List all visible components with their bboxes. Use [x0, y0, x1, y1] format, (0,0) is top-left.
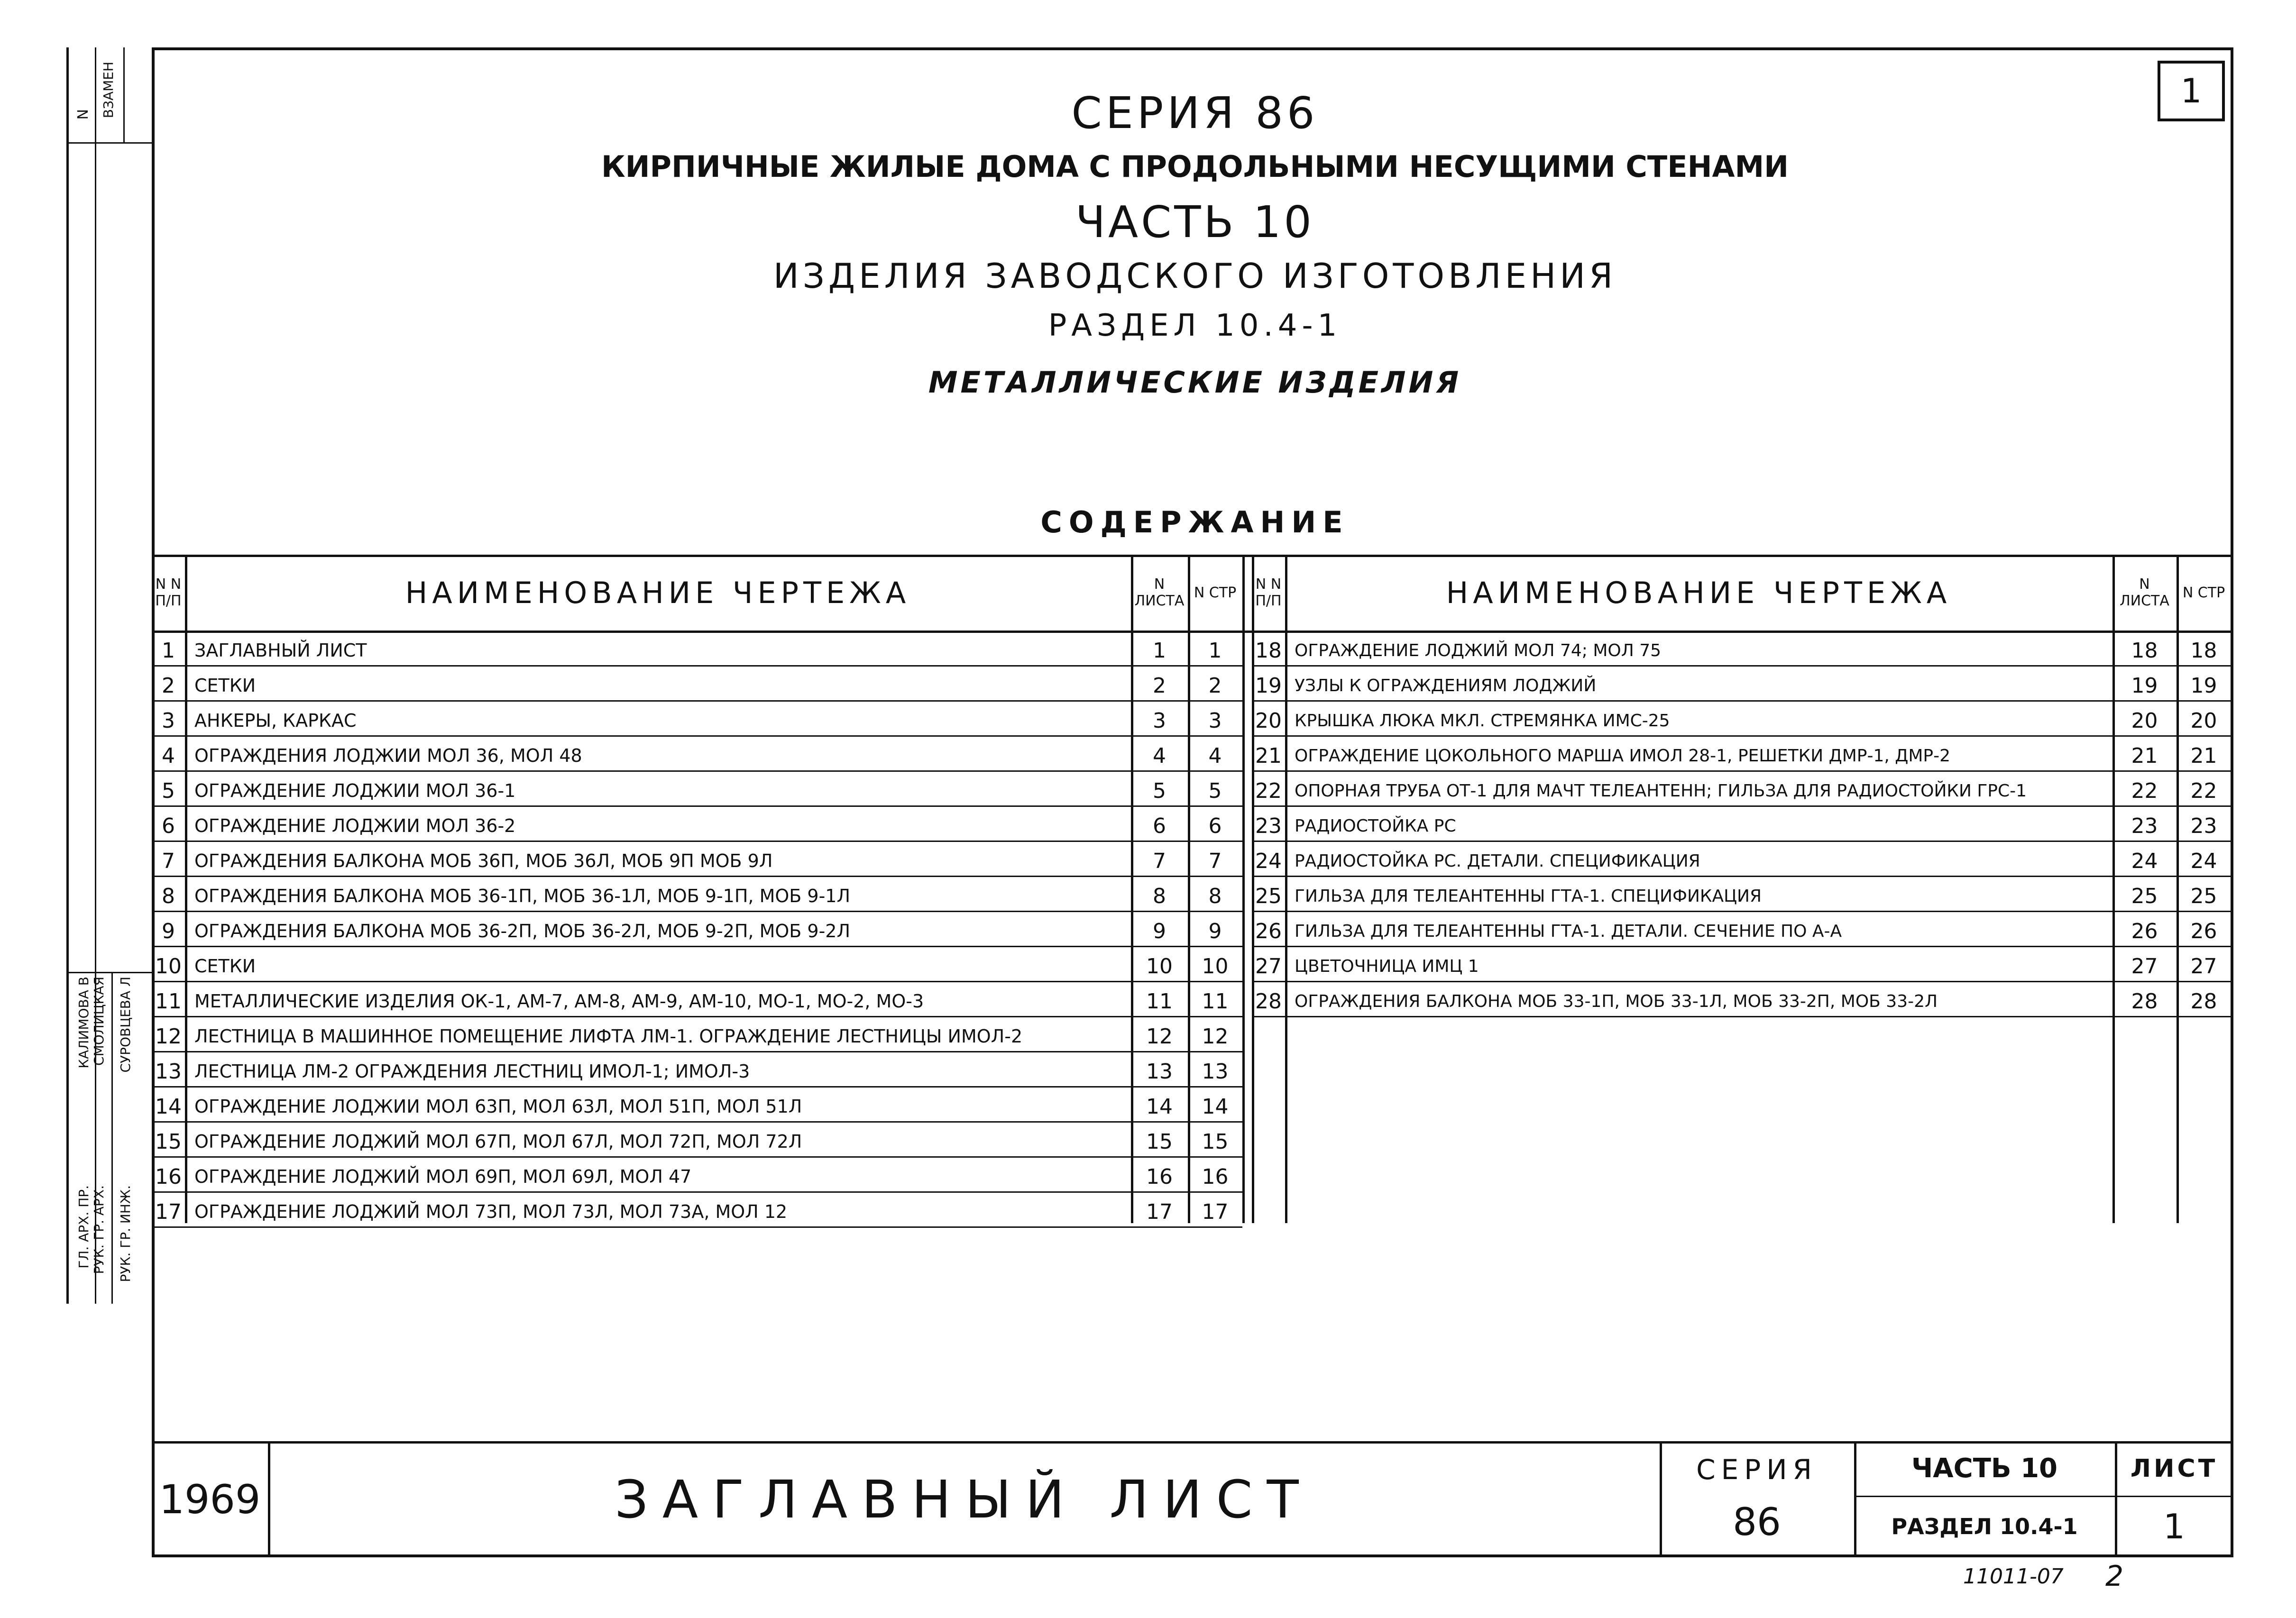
row-name: ОГРАЖДЕНИЕ ЛОДЖИИ МОЛ 63П, МОЛ 63Л, МОЛ 51П, МОЛ 51Л — [194, 1096, 802, 1117]
right-col-sheet-header: N ЛИСТА — [2120, 576, 2169, 609]
series-value: 86 — [1733, 1499, 1781, 1544]
row-page: 5 — [1208, 778, 1222, 803]
row-page: 9 — [1208, 919, 1222, 943]
drawing-title: ЗАГЛАВНЫЙ ЛИСТ — [615, 1469, 1313, 1530]
row-name: ГИЛЬЗА ДЛЯ ТЕЛЕАНТЕННЫ ГТА-1. СПЕЦИФИКАЦИЯ — [1295, 886, 1762, 906]
page-mark: 2 — [2105, 1560, 2124, 1593]
row-name: СЕТКИ — [194, 675, 256, 696]
right-col-name-header: НАИМЕНОВАНИЕ ЧЕРТЕЖА — [1446, 575, 1952, 610]
row-page: 3 — [1208, 708, 1222, 733]
row-page: 8 — [1208, 884, 1222, 908]
row-number: 26 — [1255, 919, 1282, 943]
row-page: 2 — [1208, 673, 1222, 698]
row-sheet: 12 — [1146, 1024, 1173, 1049]
row-sheet: 17 — [1146, 1199, 1173, 1224]
row-sheet: 13 — [1146, 1059, 1173, 1084]
row-number: 27 — [1255, 954, 1282, 978]
row-page: 20 — [2190, 708, 2217, 733]
row-number: 21 — [1255, 743, 1282, 768]
contents-table — [152, 555, 2233, 1223]
row-name: ОГРАЖДЕНИЕ ЛОДЖИЙ МОЛ 73П, МОЛ 73Л, МОЛ 73А, МОЛ 12 — [194, 1201, 788, 1222]
row-sheet: 15 — [1146, 1129, 1173, 1154]
sheet-value: 1 — [2163, 1507, 2185, 1546]
left-strip — [66, 47, 152, 1304]
row-page: 17 — [1202, 1199, 1229, 1224]
row-name: ГИЛЬЗА ДЛЯ ТЕЛЕАНТЕННЫ ГТА-1. ДЕТАЛИ. СЕЧЕНИЕ ПО А-А — [1295, 921, 1842, 941]
row-page: 16 — [1202, 1164, 1229, 1189]
row-number: 9 — [162, 919, 175, 943]
title-block — [152, 1441, 2233, 1557]
row-sheet: 1 — [1153, 638, 1166, 663]
row-sheet: 20 — [2131, 708, 2158, 733]
row-sheet: 21 — [2131, 743, 2158, 768]
row-page: 15 — [1202, 1129, 1229, 1154]
row-name: ОГРАЖДЕНИЕ ЛОДЖИИ МОЛ 36-2 — [194, 815, 516, 836]
row-name: ОГРАЖДЕНИЕ ЛОДЖИИ МОЛ 36-1 — [194, 780, 516, 801]
row-number: 2 — [162, 673, 175, 698]
row-number: 17 — [155, 1199, 182, 1224]
corner-sheet-number: 1 — [2180, 72, 2202, 110]
row-page: 10 — [1202, 954, 1229, 978]
row-name: МЕТАЛЛИЧЕСКИЕ ИЗДЕЛИЯ ОК-1, АМ-7, АМ-8, АМ-9, АМ-10, МО-1, МО-2, МО-3 — [194, 991, 924, 1012]
row-page: 4 — [1208, 743, 1222, 768]
row-page: 19 — [2190, 673, 2217, 698]
part-value: ЧАСТЬ 10 — [1911, 1453, 2057, 1484]
row-number: 1 — [162, 638, 175, 663]
row-name: ЗАГЛАВНЫЙ ЛИСТ — [194, 640, 367, 661]
row-page: 13 — [1202, 1059, 1229, 1084]
row-sheet: 7 — [1153, 849, 1166, 873]
row-name: ЛЕСТНИЦА В МАШИННОЕ ПОМЕЩЕНИЕ ЛИФТА ЛМ-1. ОГРАЖДЕНИЕ ЛЕСТНИЦЫ ИМОЛ-2 — [194, 1026, 1023, 1047]
row-name: КРЫШКА ЛЮКА МКЛ. СТРЕМЯНКА ИМС-25 — [1295, 711, 1670, 731]
contents-heading: СОДЕРЖАНИЕ — [1040, 505, 1350, 539]
row-page: 27 — [2190, 954, 2217, 978]
row-page: 1 — [1208, 638, 1222, 663]
row-name: ЦВЕТОЧНИЦА ИМЦ 1 — [1295, 956, 1479, 976]
row-sheet: 8 — [1153, 884, 1166, 908]
row-number: 24 — [1255, 849, 1282, 873]
row-name: ОГРАЖДЕНИЯ БАЛКОНА МОБ 36-2П, МОБ 36-2Л, МОБ 9-2П, МОБ 9-2Л — [194, 921, 851, 942]
sheet-label: ЛИСТ — [2130, 1454, 2218, 1483]
row-name: ОГРАЖДЕНИЕ ЛОДЖИЙ МОЛ 69П, МОЛ 69Л, МОЛ 47 — [194, 1166, 692, 1187]
row-number: 16 — [155, 1164, 182, 1189]
row-number: 28 — [1255, 989, 1282, 1014]
row-number: 11 — [155, 989, 182, 1014]
row-number: 14 — [155, 1094, 182, 1119]
row-sheet: 14 — [1146, 1094, 1173, 1119]
left-col-name-header: НАИМЕНОВАНИЕ ЧЕРТЕЖА — [405, 575, 911, 610]
year: 1969 — [159, 1476, 261, 1523]
row-number: 4 — [162, 743, 175, 768]
row-page: 18 — [2190, 638, 2217, 663]
row-sheet: 26 — [2131, 919, 2158, 943]
row-name: СЕТКИ — [194, 956, 256, 977]
series-subtitle: КИРПИЧНЫЕ ЖИЛЫЕ ДОМА С ПРОДОЛЬНЫМИ НЕСУЩИМИ СТЕНАМИ — [601, 149, 1789, 184]
left-col-page-header: N СТР — [1194, 584, 1237, 601]
row-sheet: 5 — [1153, 778, 1166, 803]
row-sheet: 9 — [1153, 919, 1166, 943]
row-name: ОГРАЖДЕНИЕ ЦОКОЛЬНОГО МАРША ИМОЛ 28-1, РЕШЕТКИ ДМР-1, ДМР-2 — [1295, 746, 1951, 766]
row-sheet: 16 — [1146, 1164, 1173, 1189]
signature-label-2: РУК. ГР. АРХ. — [91, 1185, 107, 1274]
row-sheet: 11 — [1146, 989, 1173, 1014]
row-sheet: 6 — [1153, 814, 1166, 838]
row-number: 25 — [1255, 884, 1282, 908]
row-page: 23 — [2190, 814, 2217, 838]
signature-label-1: ГЛ. АРХ. ПР. — [76, 1185, 92, 1269]
row-number: 23 — [1255, 814, 1282, 838]
row-name: УЗЛЫ К ОГРАЖДЕНИЯМ ЛОДЖИЙ — [1295, 676, 1597, 695]
row-sheet: 3 — [1153, 708, 1166, 733]
row-sheet: 19 — [2131, 673, 2158, 698]
row-page: 14 — [1202, 1094, 1229, 1119]
series-title: СЕРИЯ 86 — [1071, 88, 1319, 138]
row-name: РАДИОСТОЙКА РС. ДЕТАЛИ. СПЕЦИФИКАЦИЯ — [1295, 851, 1700, 871]
row-sheet: 2 — [1153, 673, 1166, 698]
row-page: 11 — [1202, 989, 1229, 1014]
right-col-page-header: N СТР — [2182, 584, 2225, 601]
row-number: 6 — [162, 814, 175, 838]
row-number: 5 — [162, 778, 175, 803]
row-number: 3 — [162, 708, 175, 733]
row-number: 12 — [155, 1024, 182, 1049]
row-name: АНКЕРЫ, КАРКАС — [194, 710, 357, 731]
row-name: ОГРАЖДЕНИЕ ЛОДЖИЙ МОЛ 74; МОЛ 75 — [1295, 640, 1662, 660]
section-subtitle: МЕТАЛЛИЧЕСКИЕ ИЗДЕЛИЯ — [928, 365, 1462, 400]
row-sheet: 23 — [2131, 814, 2158, 838]
section-value: РАЗДЕЛ 10.4-1 — [1891, 1514, 2078, 1539]
row-page: 21 — [2190, 743, 2217, 768]
row-name: ОГРАЖДЕНИЯ БАЛКОНА МОБ 33-1П, МОБ 33-1Л, МОБ 33-2П, МОБ 33-2Л — [1295, 991, 1938, 1011]
row-sheet: 24 — [2131, 849, 2158, 873]
row-name: ОГРАЖДЕНИЯ БАЛКОНА МОБ 36-1П, МОБ 36-1Л, МОБ 9-1П, МОБ 9-1Л — [194, 886, 851, 906]
row-number: 7 — [162, 849, 175, 873]
strip-replace-label: ВЗАМЕН — [101, 62, 116, 119]
row-page: 12 — [1202, 1024, 1229, 1049]
doc-code: 11011-07 — [1963, 1564, 2064, 1589]
row-sheet: 10 — [1146, 954, 1173, 978]
row-name: ЛЕСТНИЦА ЛМ-2 ОГРАЖДЕНИЯ ЛЕСТНИЦ ИМОЛ-1; ИМОЛ-3 — [194, 1061, 750, 1082]
row-sheet: 27 — [2131, 954, 2158, 978]
row-sheet: 18 — [2131, 638, 2158, 663]
row-number: 13 — [155, 1059, 182, 1084]
row-sheet: 28 — [2131, 989, 2158, 1014]
strip-no-label: N — [75, 109, 92, 120]
row-name: ОГРАЖДЕНИЕ ЛОДЖИЙ МОЛ 67П, МОЛ 67Л, МОЛ 72П, МОЛ 72Л — [194, 1131, 802, 1152]
products-title: ИЗДЕЛИЯ ЗАВОДСКОГО ИЗГОТОВЛЕНИЯ — [773, 256, 1617, 296]
row-name: ОГРАЖДЕНИЯ БАЛКОНА МОБ 36П, МОБ 36Л, МОБ 9П МОБ 9Л — [194, 850, 773, 871]
row-number: 8 — [162, 884, 175, 908]
row-number: 19 — [1255, 673, 1282, 698]
row-number: 18 — [1255, 638, 1282, 663]
row-name: ОГРАЖДЕНИЯ ЛОДЖИИ МОЛ 36, МОЛ 48 — [194, 745, 582, 766]
row-page: 24 — [2190, 849, 2217, 873]
signature-name-1: КАЛИМОВА В — [76, 977, 92, 1069]
row-number: 10 — [155, 954, 182, 978]
right-col-no-header: N N П/П — [1255, 576, 1282, 609]
row-page: 28 — [2190, 989, 2217, 1014]
row-name: ОПОРНАЯ ТРУБА ОТ-1 ДЛЯ МАЧТ ТЕЛЕАНТЕНН; ГИЛЬЗА ДЛЯ РАДИОСТОЙКИ ГРС-1 — [1295, 781, 2027, 801]
row-sheet: 22 — [2131, 778, 2158, 803]
row-number: 20 — [1255, 708, 1282, 733]
row-number: 22 — [1255, 778, 1282, 803]
row-page: 26 — [2190, 919, 2217, 943]
row-number: 15 — [155, 1129, 182, 1154]
row-page: 22 — [2190, 778, 2217, 803]
signature-name-2: СМОЛИЦКАЯ — [91, 977, 107, 1066]
section-title: РАЗДЕЛ 10.4-1 — [1048, 308, 1342, 343]
row-sheet: 25 — [2131, 884, 2158, 908]
row-sheet: 4 — [1153, 743, 1166, 768]
series-label: СЕРИЯ — [1696, 1453, 1818, 1486]
left-col-sheet-header: N ЛИСТА — [1134, 576, 1185, 609]
row-page: 6 — [1208, 814, 1222, 838]
row-page: 7 — [1208, 849, 1222, 873]
signature-name-3: СУРОВЦЕВА Л — [118, 977, 133, 1073]
row-page: 25 — [2190, 884, 2217, 908]
part-title: ЧАСТЬ 10 — [1075, 197, 1314, 247]
signature-label-3: РУК. ГР. ИНЖ. — [118, 1185, 133, 1282]
row-name: РАДИОСТОЙКА РС — [1295, 816, 1456, 836]
left-col-no-header: N N П/П — [155, 576, 182, 609]
